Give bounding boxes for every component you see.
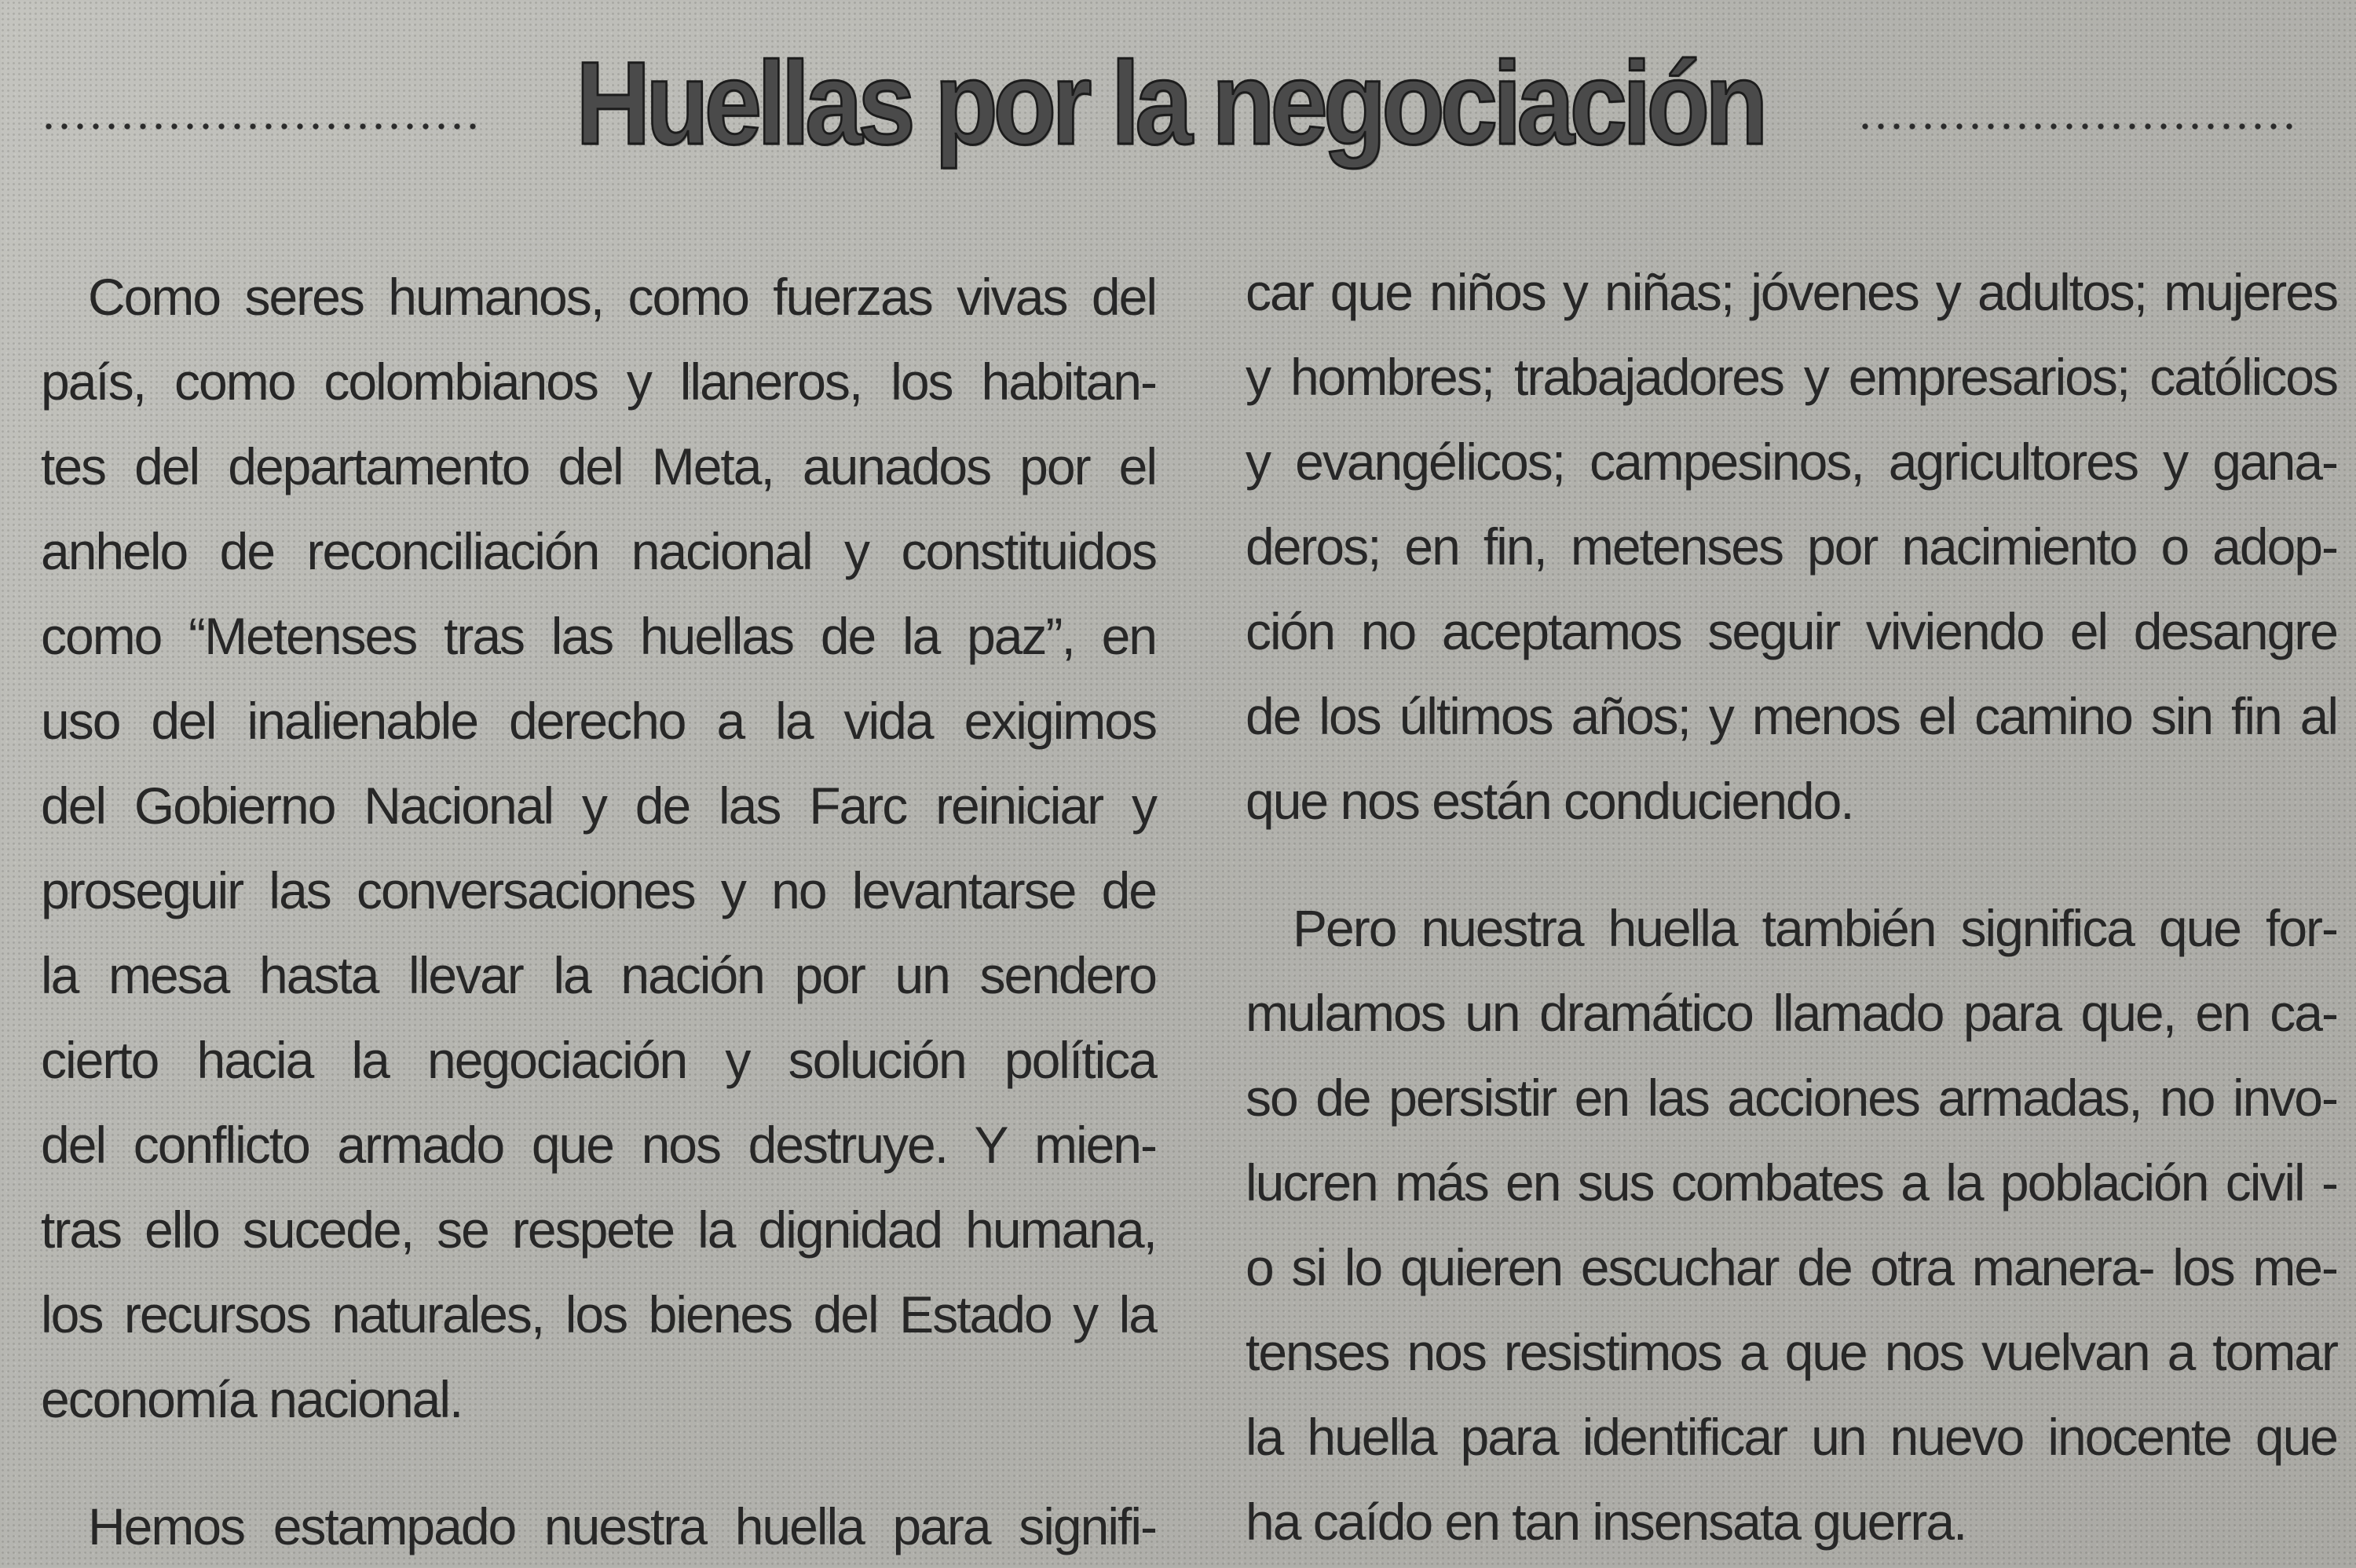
text-line: y hombres; trabajadores y empresarios; católicos	[1246, 348, 2337, 406]
text-line: la mesa hasta llevar la nación por un sendero	[41, 946, 1156, 1004]
paragraph-gap	[41, 1442, 1156, 1484]
text-line: proseguir las conversaciones y no levantarse de	[41, 861, 1156, 919]
paragraph-2	[41, 1484, 1156, 1568]
text-line: del conflicto armado que nos destruye. Y mien-	[41, 1116, 1156, 1174]
text-line: cierto hacia la negociación y solución política	[41, 1031, 1156, 1089]
paragraph-4	[1246, 886, 2337, 1564]
text-line: uso del inalienable derecho a la vida exigimos	[41, 692, 1156, 750]
text-line: Hemos estampado nuestra huella para signifi-	[88, 1497, 1156, 1555]
text-line: los recursos naturales, los bienes del Estado y la	[41, 1285, 1156, 1343]
text-line: anhelo de reconciliación nacional y constituidos	[41, 522, 1156, 580]
text-line: Como seres humanos, como fuerzas vivas del	[88, 268, 1156, 326]
text-line: como “Metenses tras las huellas de la paz”, en	[41, 607, 1156, 665]
right-column	[1246, 250, 2337, 1564]
paragraph-3	[1246, 250, 2337, 843]
headline-row	[41, 37, 2299, 169]
text-line: deros; en fin, metenses por nacimiento o adop-	[1246, 517, 2337, 576]
dotted-rule-left	[41, 119, 482, 133]
text-line: y evangélicos; campesinos, agricultores y gana-	[1246, 433, 2337, 491]
text-line: so de persistir en las acciones armadas, no invo-	[1246, 1069, 2337, 1127]
text-line: mulamos un dramático llamado para que, en ca-	[1246, 984, 2337, 1042]
text-line: del Gobierno Nacional y de las Farc reiniciar y	[41, 777, 1156, 835]
text-line: tenses nos resistimos a que nos vuelvan a tomar	[1246, 1323, 2337, 1381]
text-line: o si lo quieren escuchar de otra manera- los me-	[1246, 1238, 2337, 1296]
text-line: ha caído en tan insensata guerra.	[1246, 1493, 1966, 1551]
text-line: Pero nuestra huella también significa que for-	[1293, 899, 2337, 957]
text-line: car que niños y niñas; jóvenes y adultos; mujeres	[1246, 263, 2337, 321]
dotted-rule-right	[1857, 119, 2299, 133]
text-line: tes del departamento del Meta, aunados por el	[41, 437, 1156, 495]
text-line: de los últimos años; y menos el camino sin fin al	[1246, 687, 2337, 745]
text-line: que nos están conduciendo.	[1246, 772, 1853, 830]
headline: Huellas por la negociación	[576, 37, 1764, 169]
paragraph-gap	[1246, 843, 2337, 886]
text-line: tras ello sucede, se respete la dignidad humana,	[41, 1201, 1156, 1259]
text-line: país, como colombianos y llaneros, los habitan-	[41, 353, 1156, 411]
text-line: lucren más en sus combates a la población civil -	[1246, 1153, 2337, 1212]
left-column	[41, 254, 1156, 1568]
text-line: ción no aceptamos seguir viviendo el desangre	[1246, 602, 2337, 660]
text-line: la huella para identificar un nuevo inocente que	[1246, 1408, 2337, 1466]
text-line: economía nacional.	[41, 1370, 463, 1428]
paragraph-1	[41, 254, 1156, 1442]
